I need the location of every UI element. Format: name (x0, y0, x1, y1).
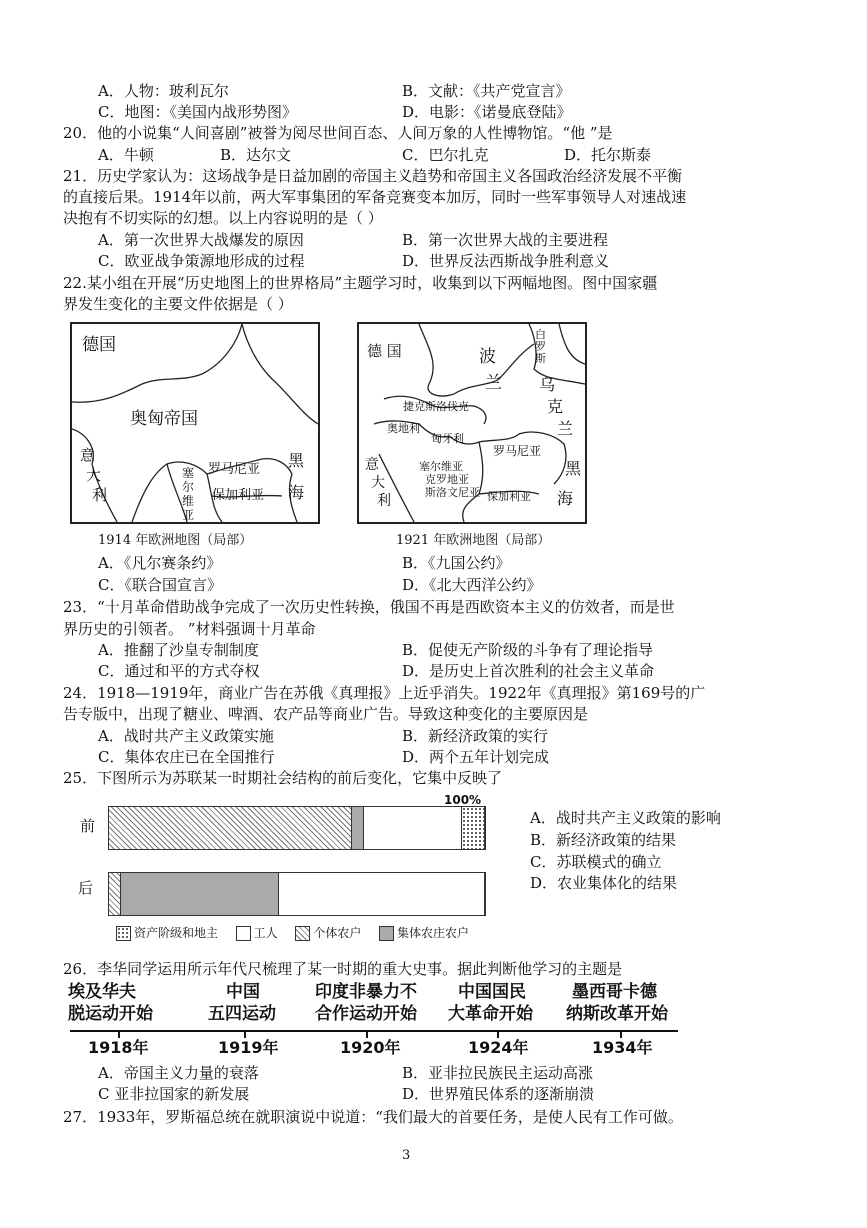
q25-option-a: A．战时共产主义政策的影响 (530, 809, 721, 827)
q23-option-d: D．是历史上首次胜利的社会主义革命 (402, 662, 655, 680)
q23-line-1: 23．“十月革命借助战争完成了一次历史性转换，俄国不再是西欧资本主义的仿效者，而是世 (63, 598, 675, 616)
map-1914-label-germany: 德国 (82, 335, 116, 355)
bar-segment-before-collective-farmers (352, 807, 364, 849)
map-1914-label-italy-2: 大 (86, 466, 102, 484)
q20-option-c: C．巴尔扎克 (402, 146, 489, 164)
bar-segment-before-workers (364, 807, 462, 849)
timeline-year-1919: 1919年 (218, 1038, 279, 1057)
chart-100-label: 100% (444, 793, 482, 807)
chart-row-after-label: 后 (78, 879, 94, 897)
map-1921-label-ukraine-2: 克 (547, 397, 564, 416)
map-1921-label-italy-2: 大 (371, 475, 385, 491)
q27-line-1: 27．1933年，罗斯福总统在就职演说中说道：“我们最大的首要任务，是使人民有工作可做。 (63, 1108, 683, 1126)
timeline-event-2-line-2: 五四运动 (208, 1004, 276, 1024)
stacked-bar-before (108, 806, 486, 850)
timeline-event-4-line-1: 中国国民 (458, 982, 526, 1002)
map-1921-label-romania: 罗马尼亚 (493, 444, 542, 458)
q25-option-d: D．农业集体化的结果 (530, 874, 678, 892)
q26-option-b: B．亚非拉民族民主运动高涨 (402, 1064, 594, 1082)
legend-label-individual-farmers: 个体农户 (313, 926, 362, 940)
legend-label-bourgeoisie: 资产阶级和地主 (134, 926, 219, 940)
map-1921-label-belarus-1: 白 (535, 328, 546, 341)
map-1914-caption: 1914 年欧洲地图（局部） (98, 533, 253, 548)
legend-swatch-workers (236, 926, 251, 941)
timeline-event-4-line-2: 大革命开始 (448, 1004, 533, 1024)
q22-option-d: D．《北大西洋公约》 (402, 576, 542, 594)
q26-option-a: A．帝国主义力量的衰落 (98, 1064, 259, 1082)
map-1921-label-croatia: 克罗地亚 (425, 473, 469, 486)
q21-option-b: B．第一次世界大战的主要进程 (402, 231, 609, 249)
q25-stem: 25．下图所示为苏联某一时期社会结构的前后变化，它集中反映了 (63, 769, 503, 787)
q22-option-a: A．《凡尔赛条约》 (98, 554, 222, 572)
bar-segment-after-workers (279, 873, 485, 915)
q25-option-b: B．新经济政策的结果 (530, 831, 677, 849)
timeline-tick-5 (620, 1030, 622, 1038)
timeline-year-1924: 1924年 (468, 1038, 529, 1057)
bar-segment-after-collective-farmers (121, 873, 279, 915)
q20-option-b: B．达尔文 (220, 146, 292, 164)
map-1921-label-czechoslovakia: 捷克斯洛伐克 (403, 400, 469, 413)
map-1914-label-serbia-4: 亚 (182, 508, 195, 522)
bar-segment-before-bourgeoisie (462, 807, 485, 849)
map-1914-label-serbia-2: 尔 (182, 480, 195, 494)
bar-segment-after-individual-farmers (109, 873, 121, 915)
q19-option-b: B．文献：《共产党宣言》 (402, 82, 571, 100)
map-1921-label-black-1: 黑 (565, 459, 582, 478)
timeline-tick-2 (244, 1030, 246, 1038)
timeline-event-2-line-1: 中国 (226, 982, 260, 1002)
map-1921-caption: 1921 年欧洲地图（局部） (396, 533, 551, 548)
map-1921-label-bulgaria: 保加利亚 (487, 490, 531, 503)
timeline-event-5-line-2: 纳斯改革开始 (566, 1004, 668, 1024)
legend-label-collective-farmers: 集体农庄农户 (397, 926, 470, 940)
map-1914-label-italy-1: 意 (80, 446, 96, 464)
q21-option-a: A．第一次世界大战爆发的原因 (98, 231, 304, 249)
q20-option-d: D．托尔斯泰 (564, 146, 652, 164)
map-1914-label-serbia-1: 塞 (182, 466, 195, 480)
stacked-bar-after (108, 872, 486, 916)
q26-option-d: D．世界殖民体系的逐渐崩溃 (402, 1085, 595, 1103)
map-1914-label-romania: 罗马尼亚 (208, 462, 261, 477)
q23-option-c: C．通过和平的方式夺权 (98, 662, 260, 680)
map-1921 (357, 322, 587, 524)
legend-swatch-bourgeoisie (116, 926, 131, 941)
q24-line-1: 24．1918—1919年，商业广告在苏俄《真理报》上近乎消失。1922年《真理报》第169号的广 (63, 684, 706, 702)
timeline-event-3-line-1: 印度非暴力不 (315, 982, 417, 1002)
timeline-event-1-line-1: 埃及华夫 (68, 982, 136, 1002)
q21-line-1: 21．历史学家认为：这场战争是日益加剧的帝国主义趋势和帝国主义各国政治经济发展不平衡 (63, 167, 683, 185)
timeline-year-1920: 1920年 (340, 1038, 401, 1057)
map-1914 (70, 322, 320, 524)
timeline-year-1934: 1934年 (592, 1038, 653, 1057)
map-1921-label-belarus-3: 斯 (535, 352, 546, 365)
map-1921-label-italy-3: 利 (377, 493, 391, 509)
q25-option-c: C．苏联模式的确立 (530, 853, 662, 871)
map-1914-label-black-1: 黑 (288, 451, 305, 470)
q21-option-d: D．世界反法西斯战争胜利意义 (402, 252, 610, 270)
chart-legend (116, 923, 469, 943)
map-1921-label-austria: 奥地利 (387, 422, 420, 435)
q26-stem: 26．李华同学运用所示年代尺梳理了某一时期的重大史事。据此判断他学习的主题是 (63, 960, 623, 978)
map-1921-label-black-2: 海 (557, 489, 574, 508)
map-1921-label-italy-1: 意 (365, 457, 379, 473)
q23-option-b: B．促使无产阶级的斗争有了理论指导 (402, 641, 654, 659)
bar-segment-before-individual-farmers (109, 807, 352, 849)
q22-line-2: 界发生变化的主要文件依据是（ ） (63, 295, 293, 313)
map-1914-label-austria-hungary: 奥匈帝国 (130, 409, 198, 429)
q24-line-2: 告专版中，出现了糖业、啤酒、农产品等商业广告。导致这种变化的主要原因是 (63, 705, 589, 723)
map-1914-label-bulgaria: 保加利亚 (212, 488, 265, 503)
q19-option-c: C．地图：《美国内战形势图》 (98, 103, 297, 121)
legend-label-workers: 工人 (253, 926, 278, 940)
map-1921-label-belarus-2: 罗 (535, 340, 546, 353)
map-1914-label-italy-3: 利 (92, 486, 108, 504)
q20-option-a: A．牛顿 (98, 146, 154, 164)
map-1921-label-ukraine-3: 兰 (557, 419, 574, 438)
map-1921-label-ukraine-1: 乌 (539, 375, 556, 394)
timeline-axis (70, 1030, 678, 1032)
q23-option-a: A．推翻了沙皇专制制度 (98, 641, 259, 659)
timeline-event-1-line-2: 脱运动开始 (68, 1004, 153, 1024)
q21-line-2: 的直接后果。1914年以前，两大军事集团的军备竞赛变本加厉，同时一些军事领导人对速战速 (63, 188, 687, 206)
timeline-event-5-line-1: 墨西哥卡德 (572, 982, 657, 1002)
q24-option-a: A．战时共产主义政策实施 (98, 727, 274, 745)
q22-line-1: 22.某小组在开展“历史地图上的世界格局”主题学习时，收集到以下两幅地图。图中国家疆 (63, 274, 658, 292)
q20-stem: 20．他的小说集“人间喜剧”被誉为阅尽世间百态、人间万象的人性博物馆。“他 ”是 (63, 124, 613, 142)
q21-option-c: C．欧亚战争策源地形成的过程 (98, 252, 305, 270)
legend-swatch-collective-farmers (379, 926, 394, 941)
page-number: 3 (402, 1148, 411, 1163)
q22-option-b: B．《九国公约》 (402, 554, 511, 572)
q19-option-a: A．人物：玻利瓦尔 (98, 82, 229, 100)
timeline-tick-3 (366, 1030, 368, 1038)
timeline-event-3-line-2: 合作运动开始 (315, 1004, 417, 1024)
map-1921-label-slovenia: 斯洛文尼亚 (425, 486, 480, 499)
q23-line-2: 界历史的引领者。 ”材料强调十月革命 (63, 620, 316, 638)
chart-row-before-label: 前 (80, 817, 96, 835)
map-1921-label-poland-1: 波 (479, 347, 496, 367)
q22-option-c: C．《联合国宣言》 (98, 576, 222, 594)
q26-option-c: C 亚非拉国家的新发展 (98, 1085, 250, 1103)
timeline-tick-1 (118, 1030, 120, 1038)
map-1914-label-serbia-3: 维 (182, 494, 195, 508)
legend-swatch-individual-farmers (295, 926, 310, 941)
map-1921-label-germany: 德 国 (367, 342, 402, 360)
map-1921-label-serbia: 塞尔维亚 (419, 460, 463, 473)
q19-option-d: D．电影：《诺曼底登陆》 (402, 103, 572, 121)
map-1921-label-hungary: 匈牙利 (431, 432, 464, 445)
q24-option-c: C．集体农庄已在全国推行 (98, 748, 275, 766)
timeline-year-1918: 1918年 (88, 1038, 149, 1057)
timeline-tick-4 (497, 1030, 499, 1038)
q24-option-d: D．两个五年计划完成 (402, 748, 550, 766)
map-1921-label-poland-2: 兰 (485, 373, 502, 393)
map-1914-label-black-2: 海 (288, 483, 305, 502)
q21-line-3: 决抱有不切实际的幻想。以上内容说明的是（ ） (63, 209, 383, 227)
q24-option-b: B．新经济政策的实行 (402, 727, 549, 745)
